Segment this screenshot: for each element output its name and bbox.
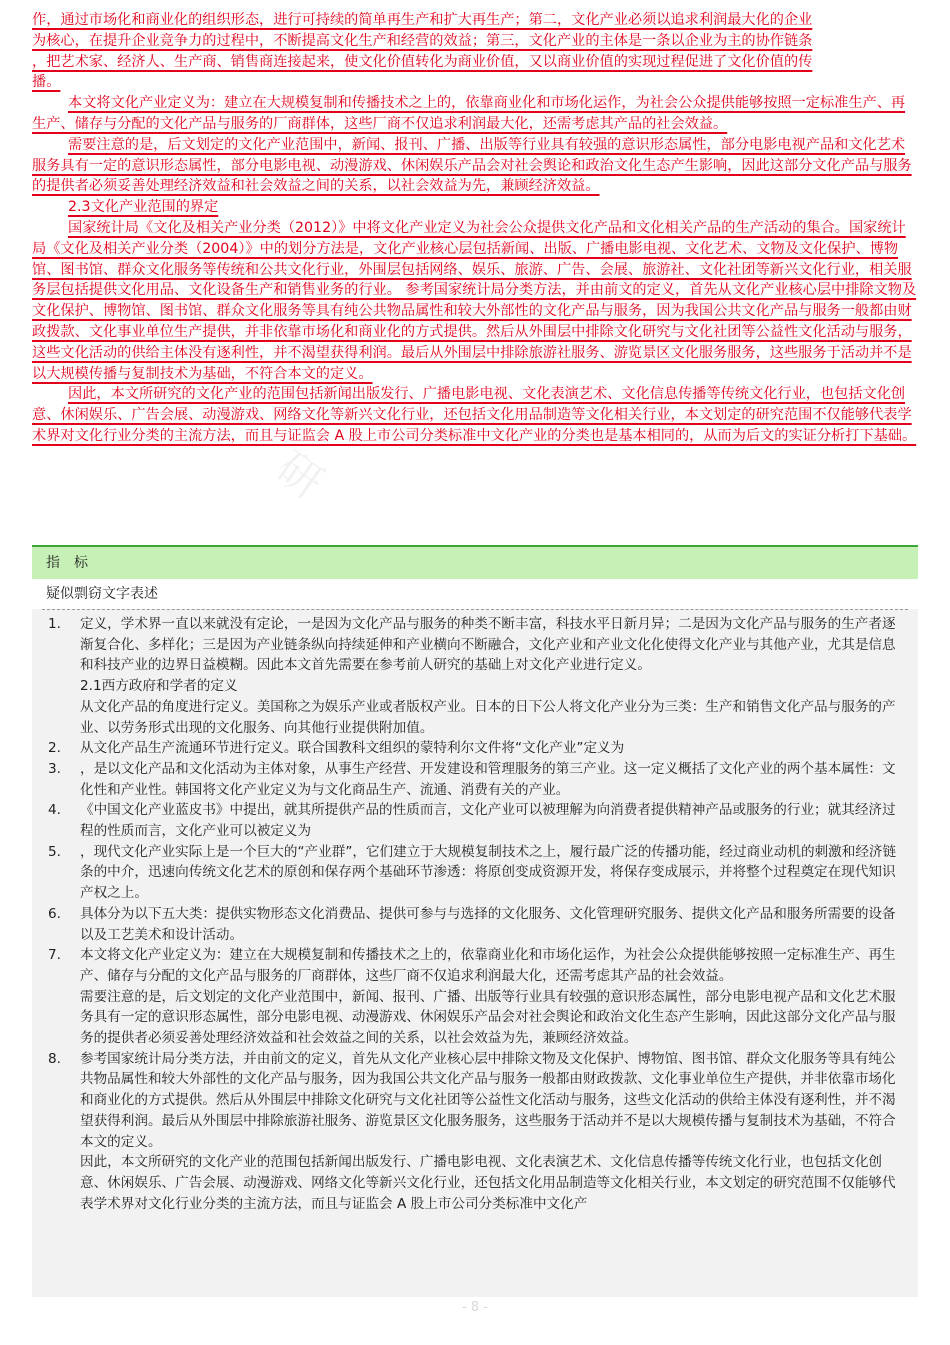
list-item-number: 5. bbox=[48, 843, 61, 860]
conclusion-paragraph: 因此，本文所研究的文化产业的范围包括新闻出版发行、广播电影电视、文化表演艺术、文化信息传播等传统文化行业，也包括文化创意、休闲娱乐、广告会展、动漫游戏、网络文化等新兴文化行业，还包括文化用品制造等文化相关行业，本文划定的研究范围不仅能够代表学术界对文化行业分类的主流方法，而且与证监会 A 股上市公司分类标准中文化产业的分类也是基本相同的，从而为后文的实证分析打下基础。 bbox=[32, 386, 917, 444]
list-item-paragraph: 参考国家统计局分类方法，并由前文的定义，首先从文化产业核心层中排除文物及文化保护、博物馆、图书馆、群众文化服务等具有纯公共物品属性和较大外部性的文化产品与服务，因为我国公共文化产品与服务一般都由财政拨款、文化事业单位生产提供，并非依靠市场化和商业化的方式提供。然后从外围层中排除文化研究与文化社团等公益性文化活动与服务，这些文化活动的供给主体没有逐利性，并不渴望获得利润。最后从外围层中排除旅游社服务、游览景区文化服务服务，这些服务于活动并不是以大规模传播与复制技术为基础，不符合本文的定义。 bbox=[80, 1050, 896, 1150]
text-line: 播。 bbox=[32, 74, 61, 91]
panel-subheader: 疑似剽窃文字表述 bbox=[32, 579, 918, 609]
page-number: - 8 - bbox=[462, 1300, 488, 1315]
list-item-paragraph: 定义，学术界一直以来就没有定论，一是因为文化产品与服务的种类不断丰富，科技水平日新月异；二是因为文化产品与服务的生产者逐渐复合化、多样化；三是因为产业链条纵向持续延伸和产业横向不断融合，文化产业和产业文化化使得文化产业与其他产业，尤其是信息和科技产业的边界日益模糊。因此本文首先需要在参考前人研究的基础上对文化产业进行定义。 bbox=[80, 616, 896, 674]
list-item-text bbox=[80, 738, 908, 759]
scope-paragraph: 国家统计局《文化及相关产业分类（2012）》中将文化产业定义为社会公众提供文化产品和文化相关产品的生产活动的集合。国家统计局《文化及相关产业分类（2004）》中的划分方法是，文化产业核心层包括新闻、出版、广播电影电视、文化艺术、文物及文化保护、博物馆、图书馆、群众文化服务等传统和公共文化行业，外围层包括网络、娱乐、旅游、广告、会展、旅游社、文化社团等新兴文化行业，相关服务层包括提供文化用品、文化设备生产和销售业务的行业。 参考国家统计局分类方法，并由前文的定义，首先从文化产业核心层中排除文物及文化保护、博物馆、图书馆、群众文化服务等具有纯公共物品属性和较大外部性的文化产品与服务，因为我国公共文化产品与服务一般都由财政拨款、文化事业单位生产提供，并非依靠市场化和商业化的方式提供。然后从外围层中排除文化研究与文化社团等公益性文化活动与服务，这些文化活动的供给主体没有逐利性，并不渴望获得利润。最后从外围层中排除旅游社服务、游览景区文化服务服务，这些服务于活动并不是以大规模传播与复制技术为基础，不符合本文的定义。 bbox=[32, 219, 917, 382]
list-item-paragraph: 《中国文化产业蓝皮书》中提出，就其所提供产品的性质而言，文化产业可以被理解为向消费者提供精神产品或服务的行业；就其经济过程的性质而言，文化产业可以被定义为 bbox=[80, 802, 896, 840]
list-item-text bbox=[80, 842, 908, 904]
list-item-text bbox=[80, 945, 908, 1049]
list-item bbox=[32, 800, 908, 841]
list-item-number: 2. bbox=[48, 740, 61, 757]
list-item-number: 8. bbox=[48, 1050, 61, 1067]
text-line: 为核心，在提升企业竞争力的过程中，不断提高文化生产和经营的效益；第三，文化产业的主体是一条以企业为主的协作链条 bbox=[32, 32, 813, 49]
section-heading: 2.3文化产业范围的界定 bbox=[68, 199, 219, 216]
note-paragraph: 需要注意的是，后文划定的文化产业范围中，新闻、报刊、广播、出版等行业具有较强的意识形态属性，部分电影电视产品和文化艺术服务具有一定的意识形态属性，部分电影电视、动漫游戏、休闲娱乐产品会对社会舆论和政治文化生态产生影响，因此这部分文化产品与服务的提供者必须妥善处理经济效益和社会效益之间的关系，以社会效益为先，兼顾经济效益。 bbox=[32, 136, 912, 195]
plagiarism-panel bbox=[32, 545, 918, 1297]
list-item bbox=[32, 904, 908, 945]
text-line: ，把艺术家、经济人、生产商、销售商连接起来，使文化价值转化为商业价值，又以商业价值的实现过程促进了文化价值的传 bbox=[32, 53, 813, 70]
list-item-number: 1. bbox=[48, 616, 61, 632]
list-item-text bbox=[80, 904, 908, 945]
list-item bbox=[32, 945, 908, 1049]
suspect-item-list bbox=[32, 610, 918, 1214]
list-item bbox=[32, 738, 908, 759]
list-item-number: 6. bbox=[48, 905, 61, 922]
watermark: 研 bbox=[266, 442, 333, 510]
list-item-paragraph: 本文将文化产业定义为：建立在大规模复制和传播技术之上的，依靠商业化和市场化运作，为社会公众提供能够按照一定标准生产、再生产、储存与分配的文化产品与服务的厂商群体，这些厂商不仅追求利润最大化，还需考虑其产品的社会效益。 bbox=[80, 947, 896, 984]
list-item-paragraph: 从文化产品的角度进行定义。美国称之为娱乐产业或者版权产业。日本的日下公人将文化产业分为三类：生产和销售文化产品与服务的产业、以劳务形式出现的文化服务、向其他行业提供附加值。 bbox=[80, 698, 896, 736]
list-item-text bbox=[80, 800, 908, 841]
definition-paragraph: 本文将文化产业定义为：建立在大规模复制和传播技术之上的，依靠商业化和市场化运作，为社会公众提供能够按照一定标准生产、再生产、储存与分配的文化产品与服务的厂商群体，这些厂商不仅追求利润最大化，还需考虑其产品的社会效益。 bbox=[32, 95, 906, 132]
list-item bbox=[32, 614, 908, 738]
list-item-paragraph: ，现代文化产业实际上是一个巨大的“产业群”，它们建立于大规模复制技术之上，履行最广泛的传播功能，经过商业动机的刺激和经济链条的中介，迅速向传统文化艺术的原创和保存两个基础环节渗透：将原创变成资源开发，将保存变成展示，并将整个过程奠定在现代知识产权之上。 bbox=[80, 843, 897, 902]
list-item-paragraph: 需要注意的是，后文划定的文化产业范围中，新闻、报刊、广播、出版等行业具有较强的意识形态属性，部分电影电视产品和文化艺术服务具有一定的意识形态属性，部分电影电视、动漫游戏、休闲娱乐产品会对社会舆论和政治文化生态产生影响，因此这部分文化产品与服务的提供者必须妥善处理经济效益和社会效益之间的关系，以社会效益为先，兼顾经济效益。 bbox=[80, 988, 896, 1047]
list-item-paragraph: 因此，本文所研究的文化产业的范围包括新闻出版发行、广播电影电视、文化表演艺术、文化信息传播等传统文化行业，也包括文化创意、休闲娱乐、广告会展、动漫游戏、网络文化等新兴文化行业，还包括文化用品制造等文化相关行业，本文划定的研究范围不仅能够代表学术界对文化行业分类的主流方法，而且与证监会 A 股上市公司分类标准中文化产 bbox=[80, 1154, 896, 1212]
list-item bbox=[32, 1049, 908, 1215]
list-item-text bbox=[80, 759, 908, 800]
list-item-text bbox=[80, 1049, 908, 1215]
list-item bbox=[32, 842, 908, 904]
text-line: 作，通过市场化和商业化的组织形态，进行可持续的简单再生产和扩大再生产；第二，文化产业必须以追求利润最大化的企业 bbox=[32, 12, 813, 28]
list-item-paragraph: 2.1西方政府和学者的定义 bbox=[80, 678, 238, 695]
list-item-number: 3. bbox=[48, 760, 61, 777]
list-item-paragraph: ，是以文化产品和文化活动为主体对象，从事生产经营、开发建设和管理服务的第三产业。这一定义概括了文化产业的两个基本属性：文化性和产业性。韩国将文化产业定义为与文化商品生产、流通、消费有关的产业。 bbox=[80, 760, 896, 798]
list-item bbox=[32, 759, 908, 800]
panel-header: 指 标 bbox=[32, 545, 918, 579]
highlighted-text-section bbox=[32, 10, 918, 447]
list-item-number: 7. bbox=[48, 947, 61, 964]
list-item-number: 4. bbox=[48, 802, 61, 819]
list-item-paragraph: 具体分为以下五大类：提供实物形态文化消费品、提供可参与与选择的文化服务、文化管理研究服务、提供文化产品和服务所需要的设备以及工艺美术和设计活动。 bbox=[80, 905, 896, 943]
list-item-text bbox=[80, 614, 908, 738]
list-item-paragraph: 从文化产品生产流通环节进行定义。联合国教科文组织的蒙特利尔文件将“文化产业”定义为 bbox=[80, 740, 625, 757]
